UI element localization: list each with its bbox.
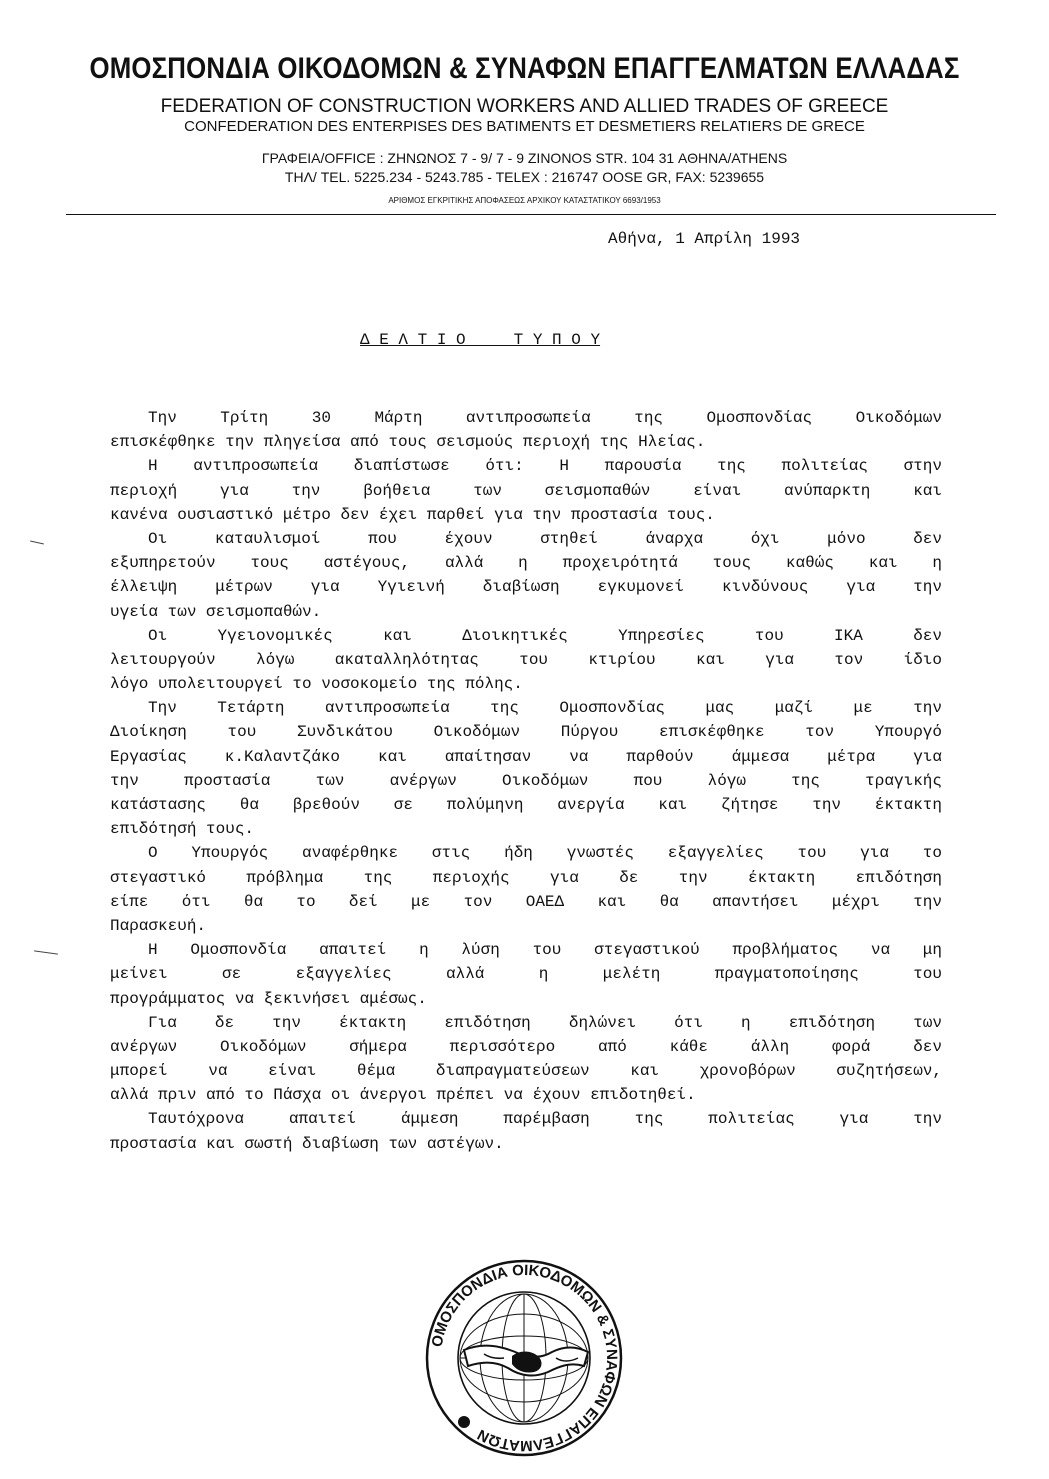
body-line: στεγαστικό πρόβλημα της περιοχής για δε την έκτακτη επιδότηση bbox=[110, 868, 942, 887]
letterhead-divider bbox=[66, 214, 996, 215]
org-name-greek: ΟΜΟΣΠΟΝΔΙΑ ΟΙΚΟΔΟΜΩΝ & ΣΥΝΑΦΩΝ ΕΠΑΓΓΕΛΜΑΤΩΝ ΕΛΛΑΔΑΣ bbox=[89, 52, 960, 85]
body-line: έλλειψη μέτρων για Υγιεινή διαβίωση εγκυμονεί κινδύνους για την bbox=[110, 578, 942, 597]
contact-numbers: ΤΗΛ/ TEL. 5225.234 - 5243.785 - TELEX : 216747 OOSE GR, FAX: 5239655 bbox=[284, 169, 765, 185]
body-line: Διοίκηση του Συνδικάτου Οικοδόμων Πύργου επισκέφθηκε τον Υπουργό bbox=[110, 723, 942, 742]
body-line: Την Τετάρτη αντιπροσωπεία της Ομοσπονδίας μας μαζί με την bbox=[148, 699, 942, 718]
body-line: κατάστασης θα βρεθούν σε πολύμηνη ανεργία και ζήτησε την έκτακτη bbox=[110, 796, 942, 814]
body-line: Η Ομοσπονδία απαιτεί η λύση του στεγαστικού προβλήματος να μη bbox=[148, 941, 942, 960]
body-line: υγεία των σεισμοπαθών. bbox=[110, 602, 322, 621]
body-line: Παρασκευή. bbox=[110, 916, 207, 935]
margin-mark bbox=[34, 950, 58, 954]
body-line: λόγο υπολειτουργεί το νοσοκομείο της πόλης. bbox=[110, 675, 523, 694]
body-line: Η αντιπροσωπεία διαπίστωσε ότι: Η παρουσία της πολιτείας στην bbox=[148, 457, 942, 476]
body-line: Ταυτόχρονα απαιτεί άμμεση παρέμβαση της πολιτείας για την bbox=[148, 1110, 942, 1129]
body-line: επισκέφθηκε την πληγείσα από τους σεισμούς περιοχή της Ηλείας. bbox=[110, 433, 706, 452]
body-line: επιδότησή τους. bbox=[110, 820, 255, 839]
seal-text: ΟΜΟΣΠΟΝΔΙΑ ΟΙΚΟΔΟΜΩΝ & ΣΥΝΑΦΩΝ ΕΠΑΓΓΕΛΜΑΤΩΝ bbox=[428, 1261, 621, 1455]
press-release-title: Δ Ε Λ Τ Ι Ο Τ Υ Π Ο Υ bbox=[360, 331, 601, 349]
seal-dot bbox=[458, 1416, 470, 1428]
body-line: Ο Υπουργός αναφέρθηκε στις ήδη γνωστές εξαγγελίες του για το bbox=[148, 844, 942, 863]
document-date: Αθήνα, 1 Απρίλη 1993 bbox=[608, 230, 801, 248]
body-line: Οι καταυλισμοί που έχουν στηθεί άναρχα όχι μόνο δεν bbox=[148, 529, 942, 548]
body-line: Εργασίας κ.Καλαντζάκο και απαίτησαν να παρθούν άμμεσα μέτρα για bbox=[110, 747, 942, 766]
body-line: προστασία και σωστή διαβίωση των αστέγων. bbox=[110, 1134, 504, 1153]
body-line: μείνει σε εξαγγελίες αλλά η μελέτη πραγματοποίησης του bbox=[110, 965, 942, 984]
body-line: περιοχή για την βοήθεια των σεισμοπαθών είναι ανύπαρκτη και bbox=[110, 481, 942, 500]
body-line: αλλά πριν από το Πάσχα οι άνεργοι πρέπει να έχουν επιδοτηθεί. bbox=[110, 1086, 696, 1105]
body-line: Οι Υγειονομικές και Διοικητικές Υπηρεσίες του ΙΚΑ δεν bbox=[148, 626, 942, 645]
org-name-english: FEDERATION OF CONSTRUCTION WORKERS AND ALLIED TRADES OF GREECE bbox=[160, 96, 889, 117]
body-line: εξυπηρετούν τους αστέγους, αλλά η προχειρότητά τους καθώς και η bbox=[110, 554, 942, 573]
body-line: ανέργων Οικοδόμων σήμερα περισσότερο από κάθε άλλη φορά δεν bbox=[110, 1037, 942, 1056]
body-line: Την Τρίτη 30 Μάρτη αντιπροσωπεία της Ομοσπονδίας Οικοδόμων bbox=[148, 409, 942, 427]
body-text bbox=[110, 406, 942, 1156]
margin-mark bbox=[30, 541, 44, 545]
office-address: ΓΡΑΦΕΙΑ/OFFICE : ΖΗΝΩΝΟΣ 7 - 9/ 7 - 9 ZINONOS STR. 104 31 ΑΘΗΝΑ/ATHENS bbox=[261, 150, 788, 166]
body-line: προγράμματος να ξεκινήσει αμέσως. bbox=[110, 989, 427, 1008]
body-line: μπορεί να είναι θέμα διαπραγματεύσεων και χρονοβόρων συζητήσεων, bbox=[110, 1062, 942, 1081]
handshake-icon bbox=[464, 1346, 588, 1376]
org-name-french: CONFEDERATION DES ENTERPISES DES BATIMENTS ET DESMETIERS RELATIERS DE GRECE bbox=[184, 118, 865, 135]
body-line: την προστασία των ανέργων Οικοδόμων που λόγω της τραγικής bbox=[110, 771, 942, 790]
registry-line: ΑΡΙΘΜΟΣ ΕΓΚΡΙΤΙΚΗΣ ΑΠΟΦΑΣΕΩΣ ΑΡΧΙΚΟΥ ΚΑΤΑΣΤΑΤΙΚΟΥ 6693/1953 bbox=[388, 196, 661, 205]
body-line: κανένα ουσιαστικό μέτρο δεν έχει παρθεί για την προστασία τους. bbox=[110, 505, 715, 524]
federation-seal bbox=[424, 1258, 624, 1458]
body-line: είπε ότι θα το δεί με τον ΟΑΕΔ και θα απαντήσει μέχρι την bbox=[110, 892, 942, 911]
body-line: λειτουργούν λόγω ακαταλληλότητας του κτιρίου και για τον ίδιο bbox=[110, 650, 942, 669]
body-line: Για δε την έκτακτη επιδότηση δηλώνει ότι η επιδότηση των bbox=[148, 1013, 942, 1032]
